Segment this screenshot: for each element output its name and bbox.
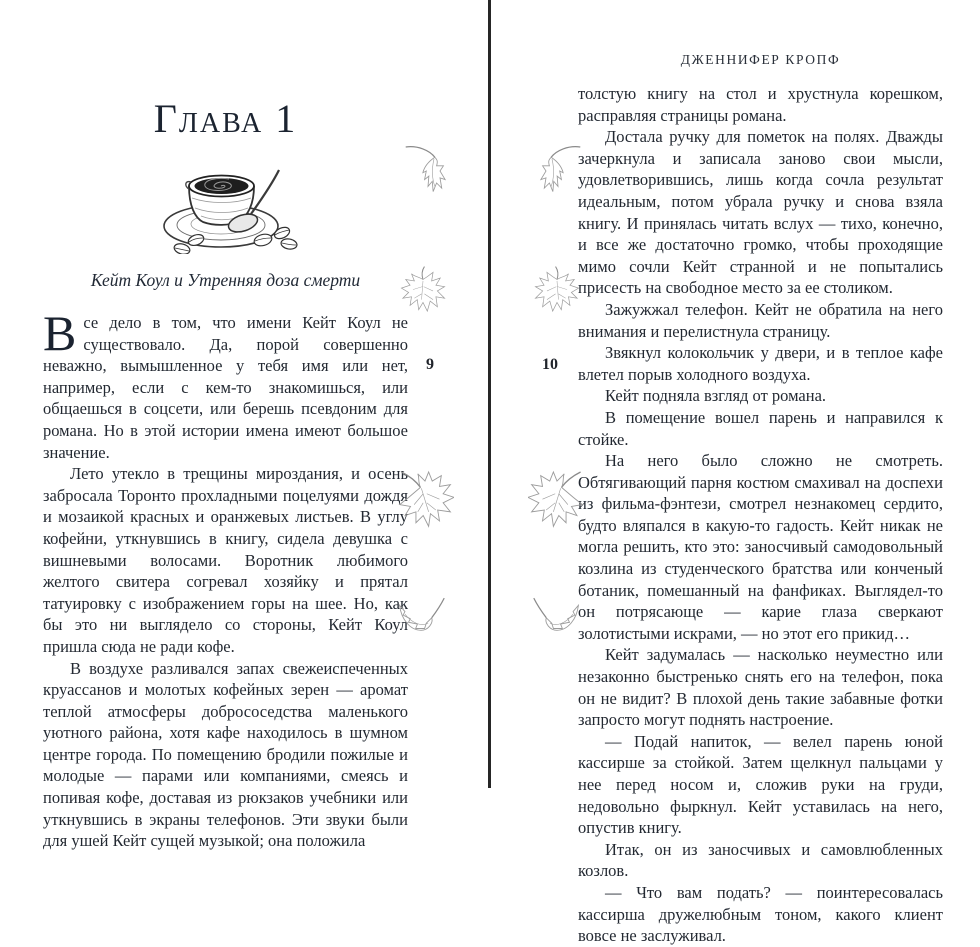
paragraph: Кейт задумалась — насколько неуместно или незаконно быстренько снять его на телефон, пока он не видит? В плохой день такие забавные фотки запросто могут поднять настроение. [578, 645, 943, 730]
paragraph [43, 305, 408, 463]
paragraph: — Подай напиток, — велел парень юной кассирше за стойкой. Затем щелкнул пальцами у нее перед носом и, сложив руки на груди, недовольно фыркнул. Кейт уставилась на него, опустив книгу. [578, 731, 943, 838]
curled-leaf-icon [396, 592, 446, 640]
maple-leaf-icon [400, 260, 446, 322]
paragraph: Звякнул колокольчик у двери, и в теплое кафе влетел порыв холодного воздуха. [578, 343, 943, 384]
maple-leaf-icon [528, 466, 586, 536]
drooping-leaf-icon [404, 142, 452, 200]
maple-leaf-icon [534, 260, 580, 322]
drooping-leaf-icon [534, 142, 582, 200]
maple-leaf-icon [396, 466, 454, 536]
paragraph: Кейт подняла взгляд от романа. [605, 386, 827, 406]
right-page-body [578, 83, 943, 947]
left-page-body [43, 305, 408, 852]
page-gutter-divider [488, 0, 491, 788]
dropcap: В [43, 305, 77, 361]
paragraph: Зажужжал телефон. Кейт не обратила на него внимания и перелистнула страницу. [578, 299, 943, 341]
chapter-subtitle: Кейт Коул и Утренняя доза смерти [90, 270, 361, 290]
right-page[interactable] [578, 0, 943, 946]
paragraph: В помещение вошел парень и направился к стойке. [578, 407, 943, 449]
paragraph-text: се дело в том, что имени Кейт Коул не существовало. Да, порой совершенно неважно, вымышленное у тебя имя или нет, например, если с кем-то знакомишься, или общаешься в соцсети, или берешь псевдоним для романа. Но в этой истории имена имеют большое значение. [43, 313, 408, 462]
chapter-title: Глава 1 [153, 96, 298, 141]
paragraph: В воздухе разливался запах свежеиспеченных круассанов и молотых кофейных зерен — аромат теплой атмосферы добрососедства маленького уютного района, хотя кафе находилось в шумном центре города. По помещению бродили пожилые и молодые — парами или компаниями, смеясь и попивая кофе, доставая из рюкзаков учебники или уткнувшись в экраны телефонов. Эти звуки были для ушей Кейт сущей музыкой; она положила [43, 658, 408, 851]
running-header-author: ДЖЕННИФЕР КРОПФ [680, 52, 841, 67]
left-paragraph-list [43, 463, 408, 852]
right-page-number: 10 [542, 356, 558, 373]
paragraph: толстую книгу на стол и хрустнула корешком, расправляя страницы романа. [578, 84, 943, 125]
curled-leaf-icon [532, 592, 582, 640]
left-page-number: 9 [426, 356, 434, 373]
paragraph: На него было сложно не смотреть. Обтягивающий парня костюм смахивал на доспехи из фильма-фэнтези, смотрел незнакомец сердито, будто вляпался в какую-то гадость. Кейт никак не могла решить, кто это: заносчивый самодовольный козлина из студенческого братства или конченый ботаник, помешанный на фанфиках. Выглядел-то он потрясающе — карие глаза сверкают золотистыми искрами, — но этот его прикид… [578, 451, 943, 643]
coffee-cup-illustration [151, 148, 301, 254]
paragraph: Лето утекло в трещины мироздания, и осень забросала Торонто прохладными поцелуями дождя и мозаикой красных и оранжевых листьев. В углу кофейни, уткнувшись в книгу, сидела девушка с вишневыми волосами. Воротник любимого желтого свитера согревал хозяйку и прятал татуировку с изображением горы на шее. Но, как бы это ни выглядело со стороны, Кейт Коул пришла сюда не ради кофе. [43, 464, 408, 656]
paragraph: Достала ручку для пометок на полях. Дважды зачеркнула и записала заново свои мысли, удовлетворившись, лишь когда сочла результат идеальным, потом убрала ручку и снова взяла книгу. И принялась читать вслух — тихо, конечно, и все же достаточно громко, чтобы проходящие мимо сочли Кейт странной и не попытались присесть на свободное место за ее столиком. [578, 127, 943, 298]
left-page[interactable] [43, 0, 408, 851]
paragraph: Итак, он из заносчивых и самовлюбленных козлов. [578, 839, 943, 881]
paragraph: — Что вам подать? — поинтересовалась кассирша дружелюбным тоном, какого клиент вовсе не заслуживал. [578, 882, 943, 946]
